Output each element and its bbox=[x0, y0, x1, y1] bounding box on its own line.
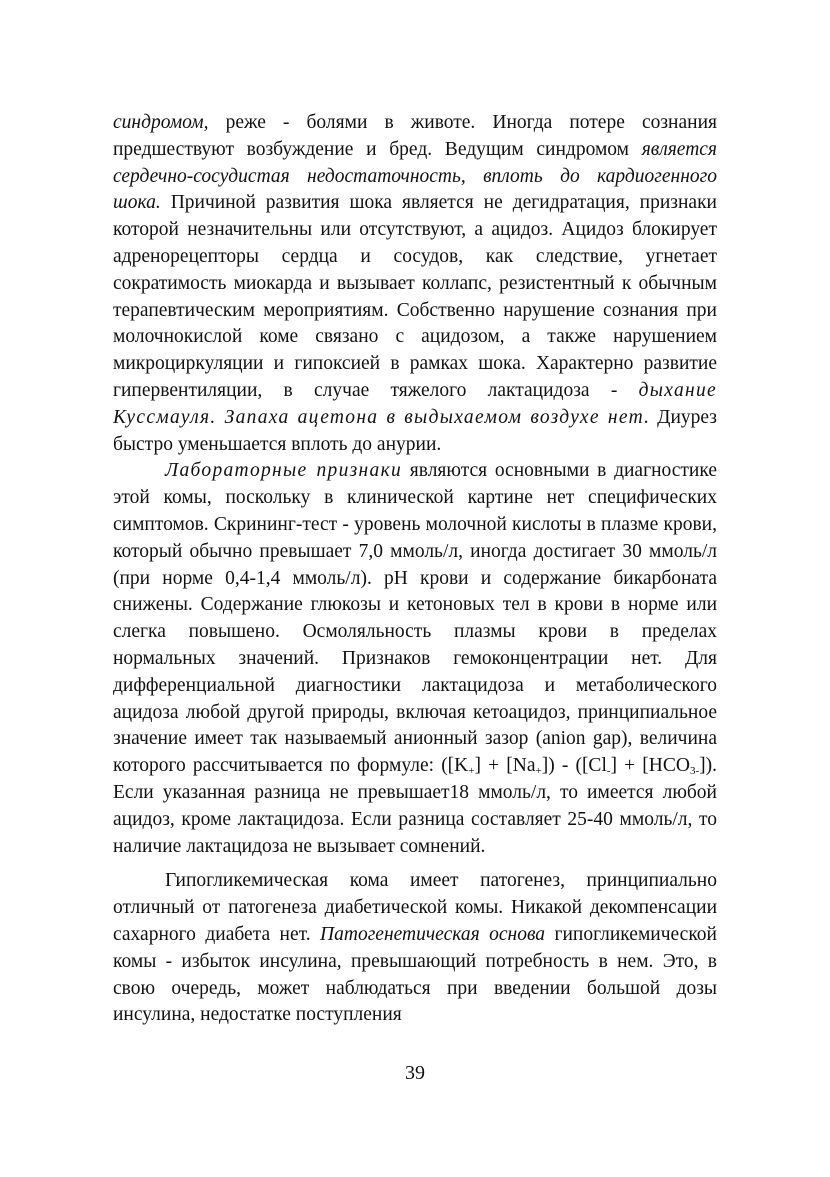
formula-subscript: + bbox=[468, 765, 475, 778]
formula-subscript: - bbox=[606, 765, 611, 778]
text-run: реже - болями в животе. Иногда потере сознания предшествуют возбуждение и бред. Ведущим синдромом bbox=[113, 112, 717, 160]
italic-term: Патогенетическая основа bbox=[320, 923, 546, 945]
italic-term: Лабораторные признаки bbox=[165, 460, 403, 482]
page-number: 39 bbox=[405, 1062, 425, 1084]
italic-term: синдромом, bbox=[113, 112, 209, 133]
formula bbox=[441, 755, 717, 776]
body-text bbox=[113, 110, 717, 1029]
formula-part: ([K bbox=[441, 755, 469, 777]
paragraph-1 bbox=[113, 110, 717, 458]
italic-term: дыхание Куссмауля. Запаха ацетона в выдыхаемом воздухе нет. bbox=[113, 379, 717, 428]
paragraph-2 bbox=[113, 458, 717, 860]
italic-term: является сердечно-сосудистая недостаточность, вплоть до кардиогенного шока. bbox=[113, 138, 717, 214]
text-run: Гипогликемическая кома имеет патогенез, принципиально отличный от патогенеза диабетической комы. Никакой декомпенсации сахарного диабета нет. bbox=[113, 870, 717, 945]
formula-part: ] + [Na bbox=[474, 755, 536, 777]
text-run: являются основными в диагностике этой комы, поскольку в клинической картине нет специфических симптомов. Скрининг-тест - уровень молочной кислоты в плазме крови, который обычно превышает 7,0 ммоль/л, иногда достигает 30 ммоль/л (при норме 0,4-1,4 ммоль/л). pH крови и содержание бикарбоната снижены. Содержание глюкозы и кетоновых тел в крови в норме или слегка повышено. Осмоляльность плазмы крови в пределах нормальных значений. Признаков гемоконцентрации нет. Для дифференциальной диагностики лактацидоза и метаболического ацидоза любой другой природы, включая кетоацидоз, принципиальное значение имеет так называемый анионный зазор (anion gap), величина которого рассчитывается по формуле: bbox=[113, 460, 718, 777]
text-run: гипогликемической комы - избыток инсулина, превышающий потребность в нем. Это, в свою очередь, может наблюдаться при введении большой дозы инсулина, недостатке поступления bbox=[113, 923, 717, 1026]
text-run: Диурез быстро уменьшается вплоть до анурии. bbox=[113, 406, 717, 455]
text-run: Причиной развития шока является не дегидратация, признаки которой незначительны или отсутствуют, а ацидоз. Ацидоз блокирует адренорецепторы сердца и сосудов, как следствие, угнетает сократимость миокарда и вызывает коллапс, резистентный к обычным терапевтическим мероприятиям. Собственно нарушение сознания при молочнокислой коме связано с ацидозом, а также нарушением микроциркуляции и гипоксией в рамках шока. Характерно развитие гипервентиляции, в случае тяжелого лактацидоза - bbox=[113, 192, 717, 401]
formula-subscript: + bbox=[535, 765, 542, 778]
paragraph-3 bbox=[113, 868, 717, 1029]
formula-subscript: 3- bbox=[689, 765, 700, 778]
formula-part: ]) - ([Cl bbox=[541, 755, 607, 777]
text-run: Если указанная разница не превышает18 ммоль/л, то имеется любой ацидоз, кроме лактацидоза. Если разница составляет 25-40 ммоль/л, то наличие лактацидоза не вызывает сомнений. bbox=[113, 781, 717, 857]
formula-part: ] + [HCO bbox=[610, 755, 690, 777]
formula-part: ]). bbox=[699, 755, 717, 777]
